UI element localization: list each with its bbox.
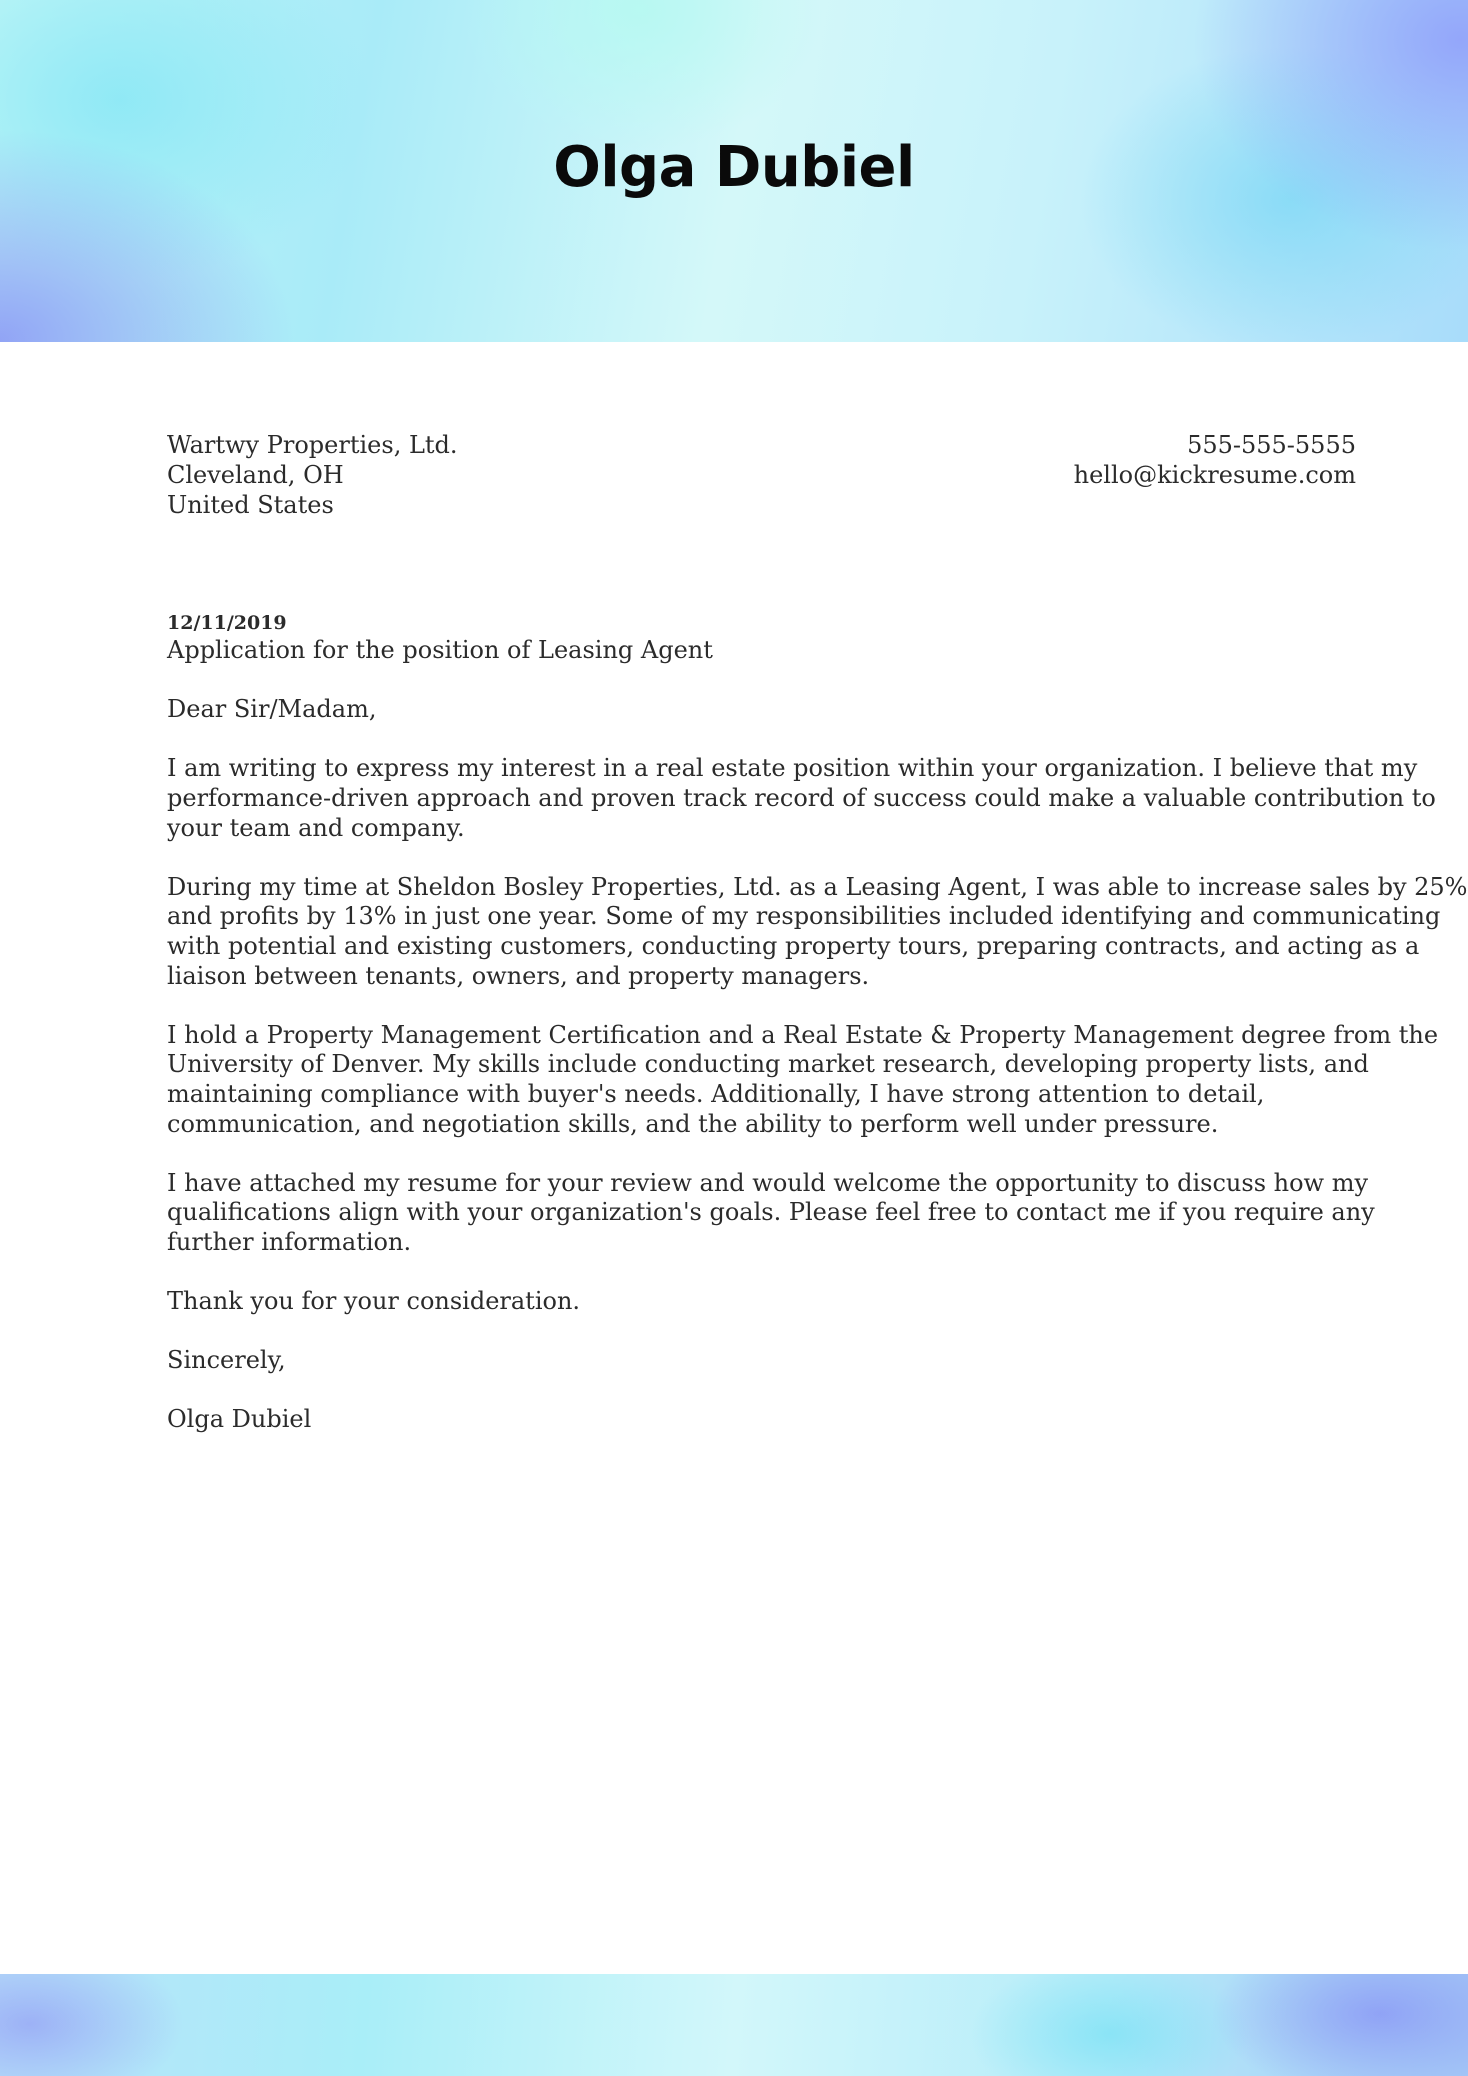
recipient-country: United States [167,491,334,519]
paragraph-4 [167,1168,1375,1258]
paragraph-line: qualifications align with your organization's goals. Please feel free to contact me if you require any [167,1198,1375,1227]
paragraph-line: communication, and negotiation skills, and the ability to perform well under pressure. [167,1109,1219,1138]
paragraph-line: I hold a Property Management Certification and a Real Estate & Property Management degree from the [167,1020,1439,1049]
letter-subject: Application for the position of Leasing Agent [167,636,713,664]
phone-number: 555-555-5555 [1187,431,1356,459]
paragraph-line: further information. [167,1227,412,1256]
letter-body [167,610,1468,1465]
paragraph-line: liaison between tenants, owners, and property managers. [167,961,870,990]
paragraph-line: with potential and existing customers, conducting property tours, preparing contracts, and acting as a [167,931,1420,960]
letter-date: 12/11/2019 [167,612,287,634]
paragraph-line: I am writing to express my interest in a real estate position within your organization. I believe that my [167,754,1418,783]
paragraph-line: performance-driven approach and proven track record of success could make a valuable contribution to [167,783,1436,812]
paragraph-line: During my time at Sheldon Bosley Properties, Ltd. as a Leasing Agent, I was able to increase sales by 25% [167,872,1468,901]
signature: Olga Dubiel [167,1405,312,1434]
paragraph-3 [167,1020,1439,1139]
paragraph-line: maintaining compliance with buyer's needs. Additionally, I have strong attention to detail, [167,1079,1265,1108]
paragraph-line: your team and company. [167,813,465,842]
paragraph-line: University of Denver. My skills include conducting market research, developing property lists, and [167,1050,1369,1079]
thank-you-line: Thank you for your consideration. [167,1287,581,1316]
page-title: Olga Dubiel [553,135,915,200]
paragraph-line: and profits by 13% in just one year. Some of my responsibilities included identifying and communicating [167,902,1441,931]
paragraph-line: I have attached my resume for your review and would welcome the opportunity to discuss how my [167,1168,1369,1197]
paragraph-1 [167,754,1436,843]
recipient-city: Cleveland, OH [167,461,344,489]
footer-banner [0,1974,1468,2076]
email-address: hello@kickresume.com [1073,461,1356,489]
recipient-company: Wartwy Properties, Ltd. [167,431,458,459]
closing: Sincerely, [167,1346,286,1375]
sender-contact [1074,430,1356,490]
header-banner [0,0,1468,342]
paragraph-2 [167,872,1468,991]
recipient-address [167,430,458,520]
salutation: Dear Sir/Madam, [167,695,377,724]
